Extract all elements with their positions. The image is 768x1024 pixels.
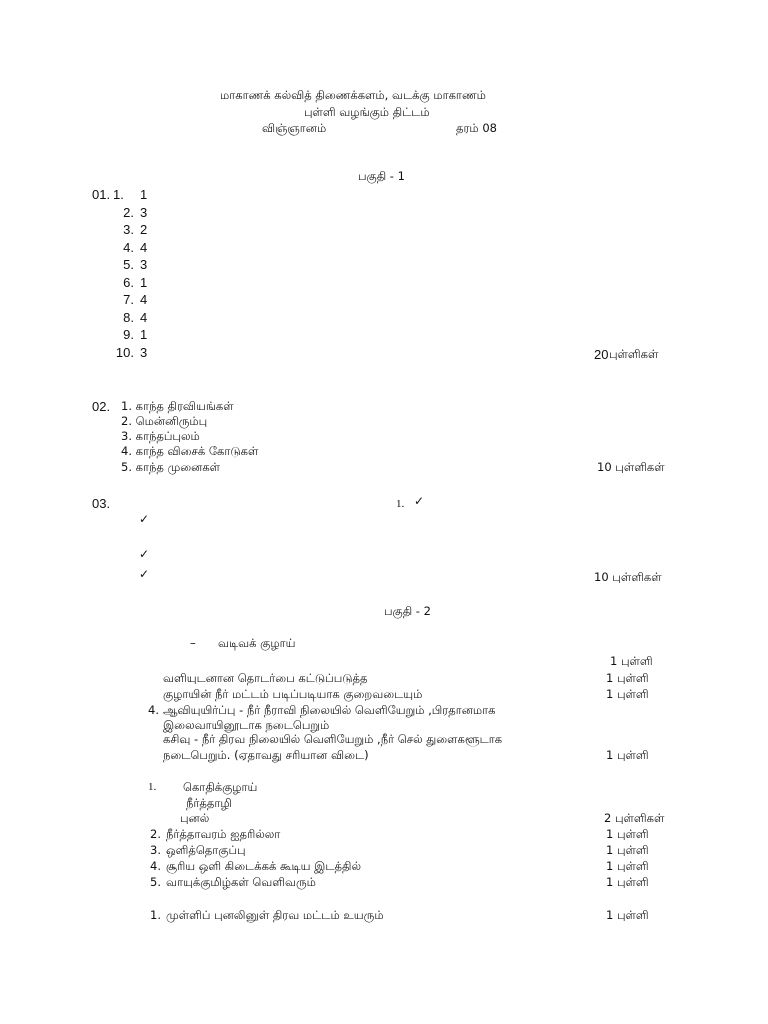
qb-row-number: 5. <box>150 875 161 889</box>
qb-number: 1. <box>148 781 157 793</box>
q1-marks-word: புள்ளிகள் <box>609 347 659 361</box>
q1-item-answer: 4 <box>140 239 148 255</box>
q2-marks: 10 புள்ளிகள் <box>597 460 665 474</box>
q2-item: 5. காந்த முனைகள் <box>121 460 221 474</box>
q2-item: 2. மென்னிரும்பு <box>121 414 208 428</box>
q3-label: 03. <box>92 496 111 511</box>
qb-row-mark: 1 புள்ளி <box>606 875 649 889</box>
qb-line: புனல் <box>180 811 210 825</box>
qb-line: நீர்த்தாழி <box>186 796 232 810</box>
q1-marks-number: 20 <box>594 347 609 362</box>
qb-row-mark: 1 புள்ளி <box>606 843 649 857</box>
q1-item-number: 3. <box>123 222 134 237</box>
q1-item-answer: 2 <box>140 222 148 237</box>
q1-item-answer: 1 <box>140 327 148 342</box>
q1-label: 01. <box>92 187 111 202</box>
p2-item2: வளியுடனான தொடர்பை கட்டுப்படுத்த <box>163 671 368 685</box>
p2-item4-line: ஆவியுயிர்ப்பு - நீர் நீராவி நிலையில் வெளியேறும் ,பிரதானமாக <box>163 703 496 717</box>
q1-item-answer: 3 <box>140 204 148 220</box>
q2-label: 02. <box>92 399 111 414</box>
part1-title: பகுதி - 1 <box>358 169 405 183</box>
part2-title: பகுதி - 2 <box>384 604 431 618</box>
q1-item-answer: 4 <box>140 309 148 325</box>
q3-marks: 10 புள்ளிகள் <box>594 570 662 584</box>
p2-item1: வடிவக் குழாய் <box>218 636 296 650</box>
q1-item-number: 10. <box>115 344 134 360</box>
p2-item4-line: நடைபெறும். (ஏதாவது சரியான விடை) <box>163 748 369 762</box>
header-line2: புள்ளி வழங்கும் திட்டம் <box>304 105 430 119</box>
q1-item-number: 8. <box>123 309 134 325</box>
q1-item-answer: 3 <box>140 257 148 272</box>
q2-item: 4. காந்த விசைக் கோடுகள் <box>121 444 259 458</box>
q1-item-number: 5. <box>123 257 134 272</box>
q1-item-number: 6. <box>123 274 134 290</box>
qb-row-number: 4. <box>150 859 161 873</box>
q1-item-number: 2. <box>123 204 134 220</box>
q1-item-answer: 4 <box>140 292 148 307</box>
qb-row-mark: 1 புள்ளி <box>606 827 649 841</box>
qb-row-text: நீர்த்தாவரம் ஐதரில்லா <box>166 827 281 841</box>
qb-mark: 2 புள்ளிகள் <box>604 811 665 825</box>
p2-mark2: 1 புள்ளி <box>606 671 649 685</box>
check-icon: ✓ <box>139 567 150 581</box>
qc-mark: 1 புள்ளி <box>606 908 649 922</box>
subject-label: விஞ்ஞானம் <box>262 121 327 135</box>
q1-item-number: 1. <box>113 187 124 202</box>
p2-mark3: 1 புள்ளி <box>606 687 649 701</box>
q1-item-number: 4. <box>123 239 134 255</box>
qb-line: கொதிக்குழாய் <box>183 780 258 794</box>
check-icon: ✓ <box>139 512 150 526</box>
q1-item-number: 9. <box>123 327 134 342</box>
q1-item-answer: 1 <box>140 187 148 202</box>
qb-row-number: 2. <box>150 827 161 841</box>
p2-item4-number: 4. <box>148 703 159 717</box>
q1-item-number: 7. <box>123 292 134 307</box>
q1-item-answer: 3 <box>140 344 148 360</box>
q1-item-answer: 1 <box>140 274 148 290</box>
q2-item: 1. காந்த திரவியங்கள் <box>121 399 234 413</box>
check-icon: ✓ <box>139 547 150 561</box>
qb-row-text: வாயுக்குமிழ்கள் வெளிவரும் <box>166 875 316 889</box>
qb-row-number: 3. <box>150 843 161 857</box>
qb-row-text: சூரிய ஒளி கிடைக்கக் கூடிய இடத்தில் <box>166 859 361 873</box>
q2-item: 3. காந்தப்புலம் <box>121 429 200 443</box>
qc-text: முள்ளிப் புனலினுள் திரவ மட்டம் உயரும் <box>166 908 384 922</box>
p2-item3: குழாயின் நீர் மட்டம் படிப்படியாக குறைவடையும் <box>163 687 423 701</box>
p2-item4-line: இலைவாயினூடாக நடைபெறும் <box>163 718 330 732</box>
qb-row-text: ஒளித்தொகுப்பு <box>166 843 246 857</box>
q3-first-number: 1. <box>396 498 405 510</box>
qb-row-mark: 1 புள்ளி <box>606 859 649 873</box>
check-icon: ✓ <box>414 494 425 508</box>
dash: – <box>190 636 196 650</box>
qc-number: 1. <box>150 908 161 922</box>
p2-mark1: 1 புள்ளி <box>610 654 653 668</box>
p2-mark4: 1 புள்ளி <box>606 748 649 762</box>
grade-label: தரம் 08 <box>456 121 497 135</box>
header-line1: மாகாணக் கல்வித் திணைக்களம், வடக்கு மாகாணம் <box>220 88 486 102</box>
p2-item4-line: கசிவு - நீர் திரவ நிலையில் வெளியேறும் ,நீர் செல் துளைகளூடாக <box>163 732 503 746</box>
